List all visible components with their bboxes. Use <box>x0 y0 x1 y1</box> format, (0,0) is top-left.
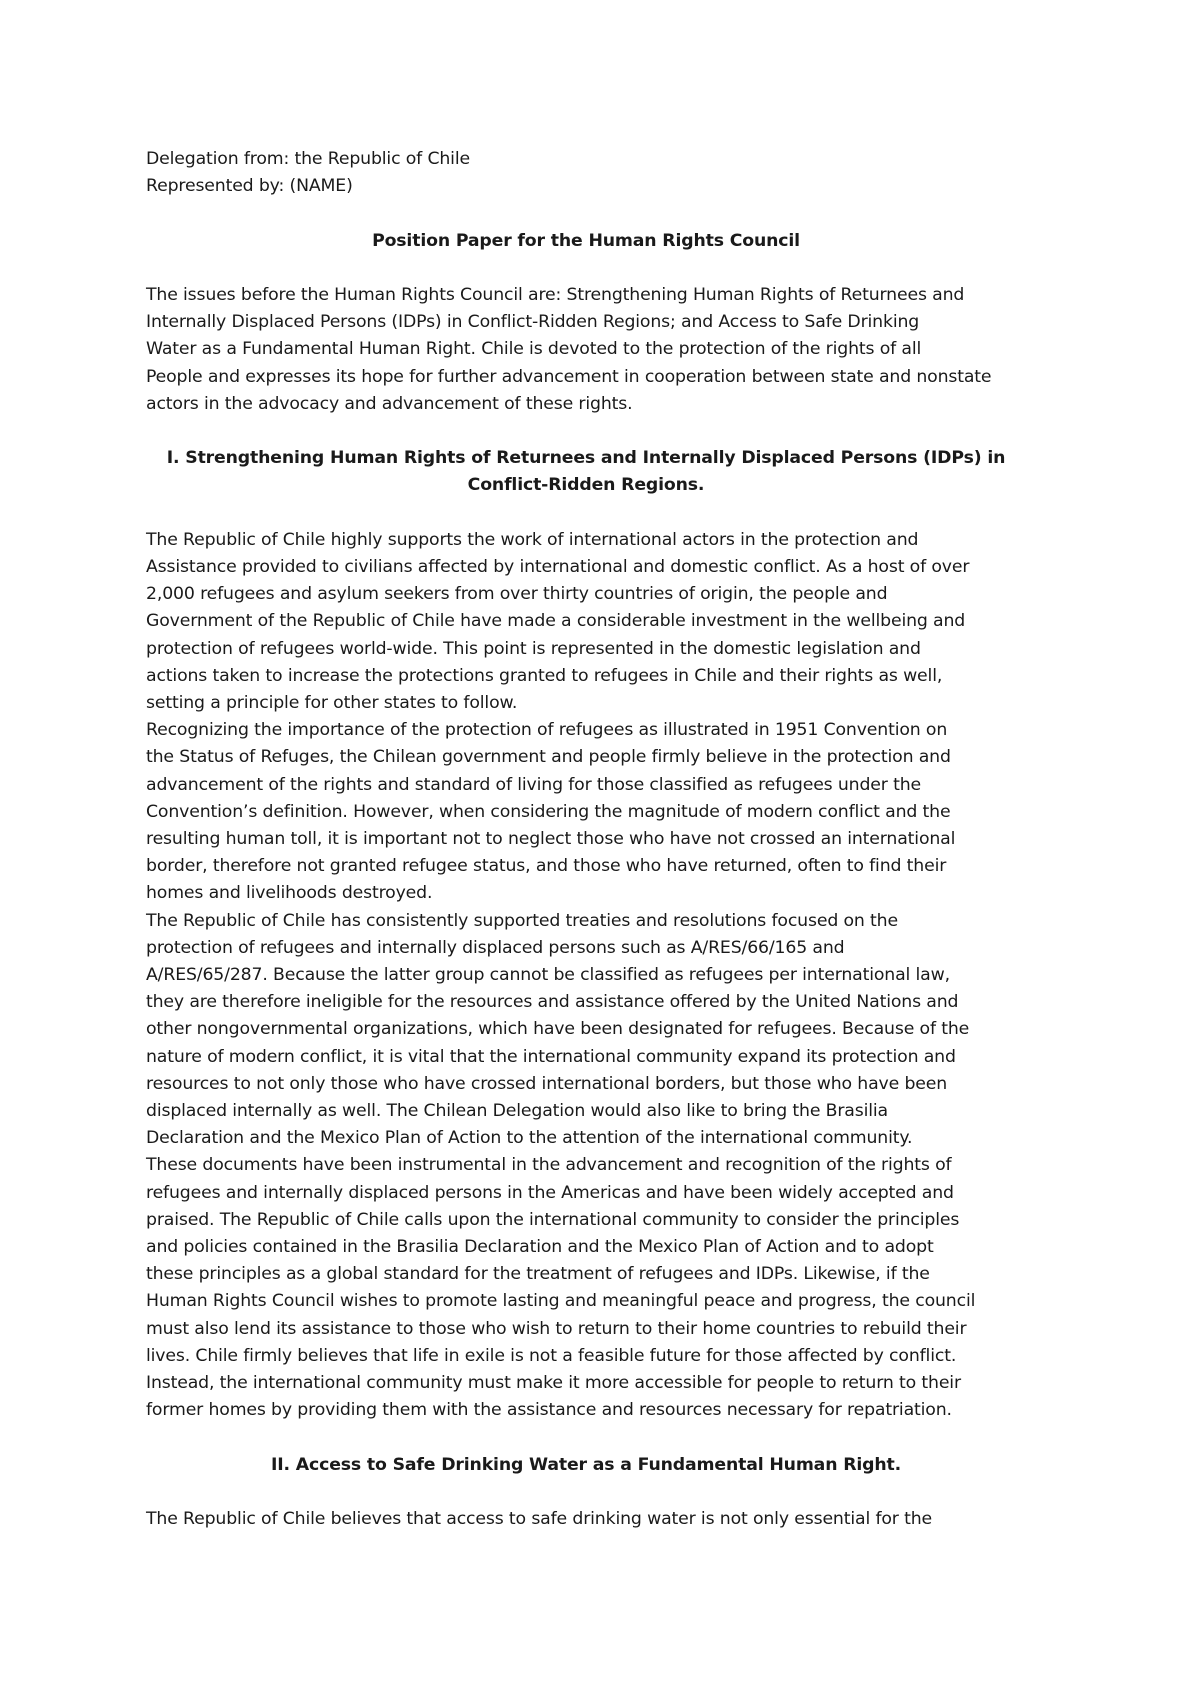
paragraph-line: The Republic of Chile highly supports the work of international actors in the protection and <box>146 529 919 550</box>
paragraph-line: Instead, the international community must make it more accessible for people to return to their <box>146 1373 961 1394</box>
paragraph-line: Government of the Republic of Chile have made a considerable investment in the wellbeing and <box>146 611 966 632</box>
paragraph-line: these principles as a global standard for the treatment of refugees and IDPs. Likewise, if the <box>146 1264 930 1285</box>
paragraph-line: actions taken to increase the protections granted to refugees in Chile and their rights as well, <box>146 665 943 686</box>
paragraph-line: homes and livelihoods destroyed. <box>146 883 433 904</box>
paragraph-line: resulting human toll, it is important not to neglect those who have not crossed an international <box>146 829 956 850</box>
paragraph-line: The Republic of Chile has consistently supported treaties and resolutions focused on the <box>146 910 898 931</box>
paragraph-line: advancement of the rights and standard of living for those classified as refugees under the <box>146 774 921 795</box>
paragraph-line: Internally Displaced Persons (IDPs) in Conflict-Ridden Regions; and Access to Safe Drinking <box>146 312 920 333</box>
section-1-heading <box>146 445 1026 499</box>
paragraph-line: they are therefore ineligible for the resources and assistance offered by the United Nations and <box>146 992 959 1013</box>
paragraph-line: A/RES/65/287. Because the latter group cannot be classified as refugees per international law, <box>146 965 950 986</box>
paragraph-line: setting a principle for other states to follow. <box>146 693 518 713</box>
paragraph-line: Convention’s definition. However, when considering the magnitude of modern conflict and the <box>146 801 951 822</box>
document-title: Position Paper for the Human Rights Council <box>372 230 800 251</box>
paragraph-line: resources to not only those who have crossed international borders, but those who have been <box>146 1073 948 1094</box>
paragraph-line: These documents have been instrumental in the advancement and recognition of the rights of <box>146 1155 952 1176</box>
section-2-heading: II. Access to Safe Drinking Water as a Fundamental Human Right. <box>270 1454 902 1475</box>
spacer <box>146 418 1026 445</box>
paragraph-line: the Status of Refuges, the Chilean government and people firmly believe in the protection and <box>146 747 951 768</box>
paragraph-line: nature of modern conflict, it is vital that the international community expand its protection and <box>146 1046 956 1067</box>
spacer <box>146 1424 1026 1451</box>
paragraph-line: other nongovernmental organizations, which have been designated for refugees. Because of the <box>146 1019 970 1040</box>
paragraph-line: 2,000 refugees and asylum seekers from over thirty countries of origin, the people and <box>146 584 888 605</box>
represented-line: Represented by: (NAME) <box>146 176 353 197</box>
paragraph-line: former homes by providing them with the assistance and resources necessary for repatriation. <box>146 1400 952 1421</box>
paragraph-line: and policies contained in the Brasilia Declaration and the Mexico Plan of Action and to adopt <box>146 1237 934 1258</box>
spacer <box>146 500 1026 527</box>
paragraph-line: Assistance provided to civilians affected by international and domestic conflict. As a host of over <box>146 556 970 577</box>
paragraph-line: border, therefore not granted refugee status, and those who have returned, often to find their <box>146 856 947 877</box>
delegation-line: Delegation from: the Republic of Chile <box>146 149 470 169</box>
paragraph-line: protection of refugees and internally displaced persons such as A/RES/66/165 and <box>146 937 845 958</box>
section-2-body <box>146 1506 1026 1533</box>
paragraph-line: Human Rights Council wishes to promote lasting and meaningful peace and progress, the council <box>146 1291 976 1312</box>
paragraph-line: lives. Chile firmly believes that life in exile is not a feasible future for those affected by conflict. <box>146 1345 957 1366</box>
heading-line: Conflict-Ridden Regions. <box>467 475 705 496</box>
paragraph-line: actors in the advocacy and advancement of these rights. <box>146 393 633 414</box>
document-page <box>146 146 1026 1533</box>
paragraph-line: protection of refugees world-wide. This point is represented in the domestic legislation and <box>146 638 921 659</box>
intro-paragraph <box>146 282 1026 418</box>
section-1-body <box>146 527 1026 1425</box>
paragraph-line: must also lend its assistance to those who wish to return to their home countries to rebuild their <box>146 1318 967 1339</box>
spacer <box>146 200 1026 227</box>
paragraph-line: Water as a Fundamental Human Right. Chile is devoted to the protection of the rights of all <box>146 339 922 360</box>
paragraph-line: The Republic of Chile believes that access to safe drinking water is not only essential for the <box>146 1509 933 1530</box>
paragraph-line: praised. The Republic of Chile calls upon the international community to consider the principles <box>146 1209 960 1230</box>
paragraph-line: People and expresses its hope for further advancement in cooperation between state and nonstate <box>146 366 992 387</box>
paragraph-line: Declaration and the Mexico Plan of Action to the attention of the international community. <box>146 1128 913 1149</box>
heading-line: I. Strengthening Human Rights of Returnees and Internally Displaced Persons (IDPs) in <box>166 448 1006 469</box>
spacer <box>146 1479 1026 1506</box>
paragraph-line: Recognizing the importance of the protection of refugees as illustrated in 1951 Convention on <box>146 720 948 741</box>
paragraph-line: displaced internally as well. The Chilean Delegation would also like to bring the Brasilia <box>146 1101 888 1122</box>
spacer <box>146 255 1026 282</box>
paragraph-line: refugees and internally displaced persons in the Americas and have been widely accepted and <box>146 1182 954 1203</box>
paragraph-line: The issues before the Human Rights Council are: Strengthening Human Rights of Returnees and <box>146 284 965 305</box>
